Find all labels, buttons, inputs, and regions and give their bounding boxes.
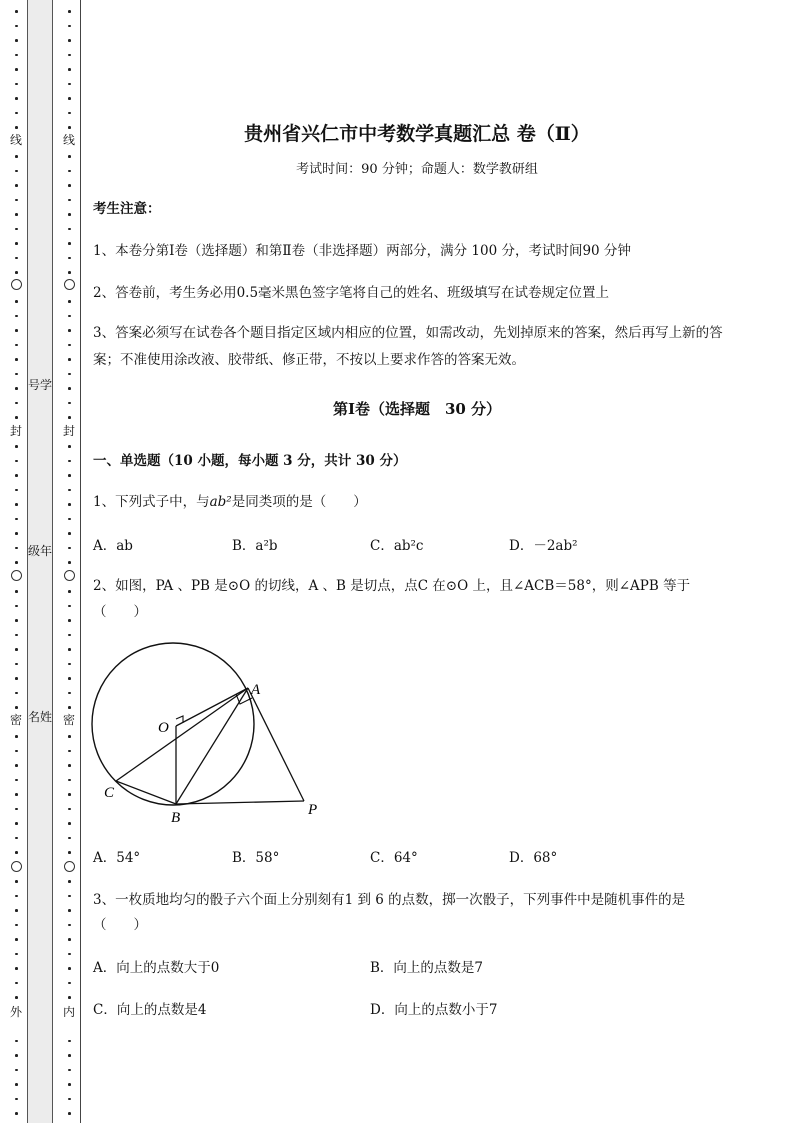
binding-dot xyxy=(15,822,18,825)
binding-dot xyxy=(68,1083,71,1086)
binding-dot xyxy=(15,895,18,898)
q3-option-b: B．向上的点数是7 xyxy=(370,960,484,976)
question-3-stem: 3、一枚质地均匀的骰子六个面上分别刻有1 到 6 的点数，掷一次骰子，下列事件中是随机事件的是 xyxy=(93,892,686,908)
q2-option-c: C．64° xyxy=(370,850,418,866)
binding-dot xyxy=(68,503,71,506)
q3-option-a: A．向上的点数大于0 xyxy=(93,960,220,976)
exam-subtitle: 考试时间：90 分钟；命题人：数学教研组 xyxy=(296,162,538,177)
q1-option-c: C．ab²c xyxy=(370,538,424,554)
binding-char: 封 xyxy=(62,424,75,438)
binding-dot xyxy=(68,1112,71,1115)
binding-dot xyxy=(68,474,71,477)
label-o: O xyxy=(158,720,169,736)
binding-dot xyxy=(15,242,18,245)
binding-dot xyxy=(15,924,18,927)
binding-dot xyxy=(68,895,71,898)
binding-dot xyxy=(15,199,18,202)
notice-item-3: 3、答案必须写在试卷各个题目指定区域内相应的位置，如需改动，先划掉原来的答案，然后再写上新的答案；不准使用涂改液、胶带纸、修正带，不按以上要求作答的答案无效。 xyxy=(93,325,723,368)
binding-dot xyxy=(68,706,71,709)
strip-label-grade: 级年 xyxy=(28,544,53,558)
binding-dot xyxy=(68,793,71,796)
binding-dot xyxy=(15,213,18,216)
segment-oa xyxy=(176,688,248,726)
q2-option-d: D．68° xyxy=(509,850,558,866)
binding-dot xyxy=(15,83,18,86)
binding-dot xyxy=(68,358,71,361)
q1-option-d: D．－2ab² xyxy=(509,538,578,554)
binding-dot xyxy=(15,735,18,738)
binding-dot xyxy=(15,634,18,637)
binding-dot xyxy=(68,489,71,492)
binding-dot xyxy=(15,315,18,318)
binding-dot xyxy=(68,750,71,753)
binding-dot xyxy=(15,344,18,347)
question-1-stem: 1、下列式子中，与ab²是同类项的是（ ） xyxy=(93,494,367,510)
binding-dot xyxy=(15,329,18,332)
binding-char: 线 xyxy=(62,133,75,147)
binding-dot xyxy=(68,329,71,332)
binding-hole-icon xyxy=(11,279,22,290)
binding-hole-icon xyxy=(11,861,22,872)
binding-dot xyxy=(68,83,71,86)
binding-dot xyxy=(15,692,18,695)
binding-dot xyxy=(68,271,71,274)
question-3-stem-cont: （ ） xyxy=(93,917,147,933)
binding-dot xyxy=(68,25,71,28)
question-2-stem: 2、如图，PA 、PB 是⊙O 的切线，A 、B 是切点，点C 在⊙O 上，且∠ACB＝58°，则∠APB 等于 xyxy=(93,578,691,594)
binding-dot xyxy=(15,271,18,274)
binding-dot xyxy=(68,445,71,448)
segment-ab xyxy=(176,688,248,804)
binding-dot xyxy=(68,837,71,840)
binding-dot xyxy=(68,677,71,680)
q1-option-b: B．a²b xyxy=(232,538,278,554)
binding-dot xyxy=(15,68,18,71)
binding-dot xyxy=(68,590,71,593)
binding-dot xyxy=(15,967,18,970)
binding-dot xyxy=(68,184,71,187)
binding-dot xyxy=(68,97,71,100)
binding-dot xyxy=(15,184,18,187)
section-title: 第Ⅰ卷（选择题 30 分） xyxy=(332,400,502,418)
tangent-circle-figure xyxy=(85,635,335,830)
binding-dot xyxy=(68,996,71,999)
binding-dot xyxy=(15,112,18,115)
q2-option-b: B．58° xyxy=(232,850,280,866)
binding-dot xyxy=(15,590,18,593)
binding-dot xyxy=(68,257,71,260)
binding-dot xyxy=(15,851,18,854)
right-angle-mark-o xyxy=(176,716,183,723)
binding-dot xyxy=(15,663,18,666)
binding-dot xyxy=(15,648,18,651)
binding-dot xyxy=(68,909,71,912)
binding-dot xyxy=(15,489,18,492)
binding-dot xyxy=(15,1083,18,1086)
binding-dot xyxy=(15,97,18,100)
binding-dot xyxy=(15,750,18,753)
q1-option-a: A．ab xyxy=(93,538,133,554)
binding-dot xyxy=(15,532,18,535)
binding-hole-icon xyxy=(64,570,75,581)
binding-dot xyxy=(15,619,18,622)
binding-dot xyxy=(15,1054,18,1057)
binding-dot xyxy=(68,1069,71,1072)
question-2-stem-cont: （ ） xyxy=(93,604,147,620)
binding-char: 密 xyxy=(62,713,75,727)
binding-dot xyxy=(15,54,18,57)
binding-dot xyxy=(68,460,71,463)
binding-dot xyxy=(15,909,18,912)
binding-dot xyxy=(15,358,18,361)
binding-dot xyxy=(15,982,18,985)
binding-dot xyxy=(68,692,71,695)
binding-dot xyxy=(68,373,71,376)
binding-dot xyxy=(68,605,71,608)
label-p: P xyxy=(308,802,318,818)
binding-hole-icon xyxy=(11,570,22,581)
q3-option-d: D．向上的点数小于7 xyxy=(370,1002,498,1018)
notice-heading: 考生注意： xyxy=(93,201,161,217)
binding-dot xyxy=(15,880,18,883)
binding-dot xyxy=(15,460,18,463)
binding-char: 外 xyxy=(9,1005,22,1019)
binding-dot xyxy=(68,10,71,13)
binding-dot xyxy=(68,924,71,927)
binding-dot xyxy=(68,112,71,115)
binding-dot xyxy=(15,39,18,42)
binding-dot xyxy=(68,300,71,303)
binding-dot xyxy=(68,808,71,811)
binding-dot xyxy=(15,779,18,782)
binding-dot xyxy=(15,1112,18,1115)
binding-dot xyxy=(68,344,71,347)
binding-char: 内 xyxy=(62,1005,75,1019)
q2-option-a: A．54° xyxy=(93,850,141,866)
binding-dot xyxy=(68,315,71,318)
label-b: B xyxy=(171,810,181,826)
label-a: A xyxy=(251,682,261,698)
binding-dot xyxy=(68,619,71,622)
binding-dot xyxy=(68,242,71,245)
binding-dot xyxy=(15,518,18,521)
binding-dot xyxy=(15,10,18,13)
binding-char: 封 xyxy=(9,424,22,438)
binding-dot xyxy=(68,735,71,738)
binding-dot xyxy=(15,547,18,550)
binding-char: 线 xyxy=(9,133,22,147)
binding-dot xyxy=(68,1098,71,1101)
binding-dot xyxy=(68,967,71,970)
binding-dot xyxy=(68,982,71,985)
binding-dot xyxy=(15,228,18,231)
part-heading: 一、单选题（10 小题，每小题 3 分，共计 30 分） xyxy=(93,453,407,469)
binding-dot xyxy=(15,953,18,956)
binding-dot xyxy=(15,474,18,477)
binding-dot xyxy=(68,938,71,941)
binding-dot xyxy=(68,213,71,216)
binding-dot xyxy=(15,1069,18,1072)
binding-dot xyxy=(68,880,71,883)
binding-dot xyxy=(68,851,71,854)
binding-dot xyxy=(68,68,71,71)
segment-ca xyxy=(116,688,248,781)
q3-option-c: C．向上的点数是4 xyxy=(93,1002,207,1018)
binding-dot xyxy=(68,822,71,825)
binding-dot xyxy=(68,228,71,231)
notice-item-1: 1、本卷分第Ⅰ卷（选择题）和第Ⅱ卷（非选择题）两部分，满分 100 分，考试时间90 分钟 xyxy=(93,243,631,259)
binding-char: 密 xyxy=(9,713,22,727)
binding-dot xyxy=(15,938,18,941)
binding-dot xyxy=(15,561,18,564)
notice-item-2: 2、答卷前，考生务必用0.5毫米黑色签字笔将自己的姓名、班级填写在试卷规定位置上 xyxy=(93,285,610,301)
question-1-expression: ab² xyxy=(209,494,232,510)
binding-dot xyxy=(68,764,71,767)
binding-dot xyxy=(15,503,18,506)
binding-dot xyxy=(15,1040,18,1043)
binding-dot xyxy=(15,373,18,376)
binding-dot xyxy=(15,1098,18,1101)
binding-dot xyxy=(68,39,71,42)
binding-dot xyxy=(68,648,71,651)
binding-dot xyxy=(68,663,71,666)
binding-dot xyxy=(15,677,18,680)
binding-dot xyxy=(68,1040,71,1043)
binding-dot xyxy=(68,199,71,202)
binding-dot xyxy=(15,996,18,999)
binding-dot xyxy=(68,634,71,637)
binding-dot xyxy=(15,25,18,28)
binding-dot xyxy=(68,518,71,521)
binding-hole-icon xyxy=(64,861,75,872)
strip-label-name: 名姓 xyxy=(28,710,53,724)
binding-dot xyxy=(68,953,71,956)
binding-dot xyxy=(15,808,18,811)
strip-label-student-number: 号学 xyxy=(28,378,53,392)
binding-dot xyxy=(15,837,18,840)
tangent-pa xyxy=(248,688,304,801)
binding-dot xyxy=(68,1054,71,1057)
binding-dot xyxy=(15,445,18,448)
binding-dot xyxy=(68,547,71,550)
binding-hole-icon xyxy=(64,279,75,290)
binding-dot xyxy=(68,387,71,390)
binding-dot xyxy=(15,793,18,796)
binding-dot xyxy=(15,387,18,390)
binding-dot xyxy=(68,561,71,564)
binding-dot xyxy=(15,706,18,709)
binding-dot xyxy=(15,764,18,767)
binding-dot xyxy=(68,779,71,782)
binding-dot xyxy=(15,257,18,260)
page-title: 贵州省兴仁市中考数学真题汇总 卷（Ⅱ） xyxy=(244,123,590,145)
binding-dot xyxy=(15,300,18,303)
binding-dot xyxy=(68,54,71,57)
label-c: C xyxy=(104,785,115,801)
binding-dot xyxy=(68,532,71,535)
binding-dot xyxy=(15,605,18,608)
